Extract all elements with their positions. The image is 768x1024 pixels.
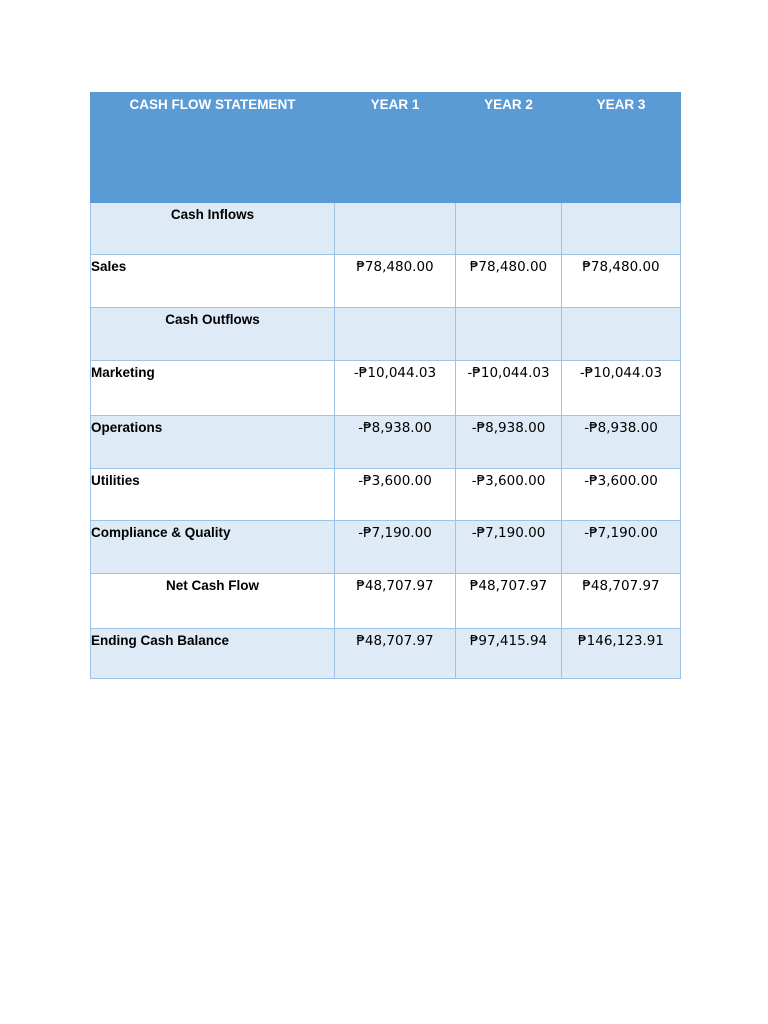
cell-year-3: ₱48,707.97 — [562, 574, 681, 629]
cell-year-1: ₱78,480.00 — [335, 255, 456, 308]
row-net-cash-flow — [91, 574, 681, 629]
header-year-1: YEAR 1 — [335, 93, 456, 203]
row-marketing — [91, 361, 681, 416]
cell-year-1: ₱48,707.97 — [335, 629, 456, 679]
row-compliance-quality — [91, 521, 681, 574]
row-label: Operations — [91, 416, 335, 469]
cell-year-3: -₱10,044.03 — [562, 361, 681, 416]
cell-year-2: ₱97,415.94 — [456, 629, 562, 679]
cell-year-2 — [456, 203, 562, 255]
cell-year-1: -₱8,938.00 — [335, 416, 456, 469]
row-label: Cash Inflows — [91, 203, 335, 255]
row-label: Net Cash Flow — [91, 574, 335, 629]
cell-year-2: ₱78,480.00 — [456, 255, 562, 308]
cell-year-3: -₱7,190.00 — [562, 521, 681, 574]
row-label: Cash Outflows — [91, 308, 335, 361]
cell-year-2: -₱3,600.00 — [456, 469, 562, 521]
cell-year-3: ₱78,480.00 — [562, 255, 681, 308]
header-year-2: YEAR 2 — [456, 93, 562, 203]
row-cash-outflows — [91, 308, 681, 361]
cell-year-3: ₱146,123.91 — [562, 629, 681, 679]
cash-flow-table — [90, 92, 681, 679]
row-label: Compliance & Quality — [91, 521, 335, 574]
header-statement: CASH FLOW STATEMENT — [91, 93, 335, 203]
cell-year-2 — [456, 308, 562, 361]
cell-year-2: -₱8,938.00 — [456, 416, 562, 469]
row-cash-inflows — [91, 203, 681, 255]
row-label: Sales — [91, 255, 335, 308]
cell-year-1 — [335, 203, 456, 255]
cell-year-1: -₱7,190.00 — [335, 521, 456, 574]
cell-year-3: -₱8,938.00 — [562, 416, 681, 469]
cell-year-2: -₱7,190.00 — [456, 521, 562, 574]
row-ending-cash-balance — [91, 629, 681, 679]
table-header-row — [91, 93, 681, 203]
row-label: Ending Cash Balance — [91, 629, 335, 679]
row-operations — [91, 416, 681, 469]
cell-year-2: ₱48,707.97 — [456, 574, 562, 629]
row-label: Marketing — [91, 361, 335, 416]
cell-year-1 — [335, 308, 456, 361]
cell-year-1: ₱48,707.97 — [335, 574, 456, 629]
header-year-3: YEAR 3 — [562, 93, 681, 203]
row-utilities — [91, 469, 681, 521]
cell-year-1: -₱3,600.00 — [335, 469, 456, 521]
cell-year-3: -₱3,600.00 — [562, 469, 681, 521]
row-sales — [91, 255, 681, 308]
row-label: Utilities — [91, 469, 335, 521]
cell-year-3 — [562, 308, 681, 361]
cell-year-1: -₱10,044.03 — [335, 361, 456, 416]
cell-year-3 — [562, 203, 681, 255]
cell-year-2: -₱10,044.03 — [456, 361, 562, 416]
